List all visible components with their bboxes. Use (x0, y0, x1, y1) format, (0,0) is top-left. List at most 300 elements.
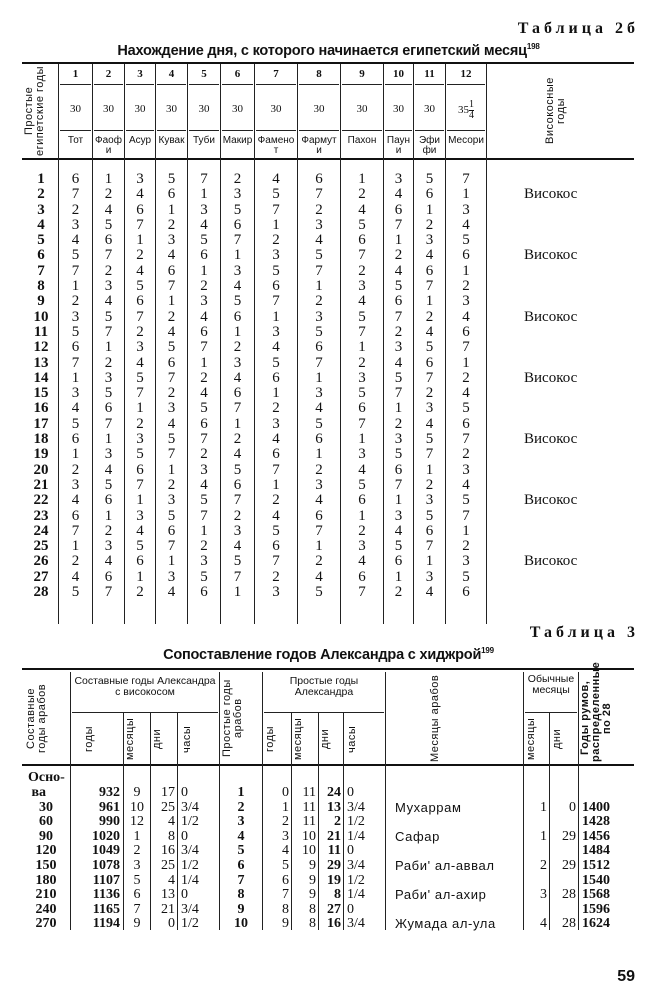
weekday-cell: 3 (104, 538, 113, 555)
weekday-cell: 1 (358, 431, 366, 448)
weekday-cell: 1 (425, 293, 434, 310)
simple-alex-months: 11 (302, 814, 316, 830)
year-number: 24 (33, 522, 49, 539)
month-number: 2 (105, 68, 112, 80)
leap-marker (524, 218, 624, 233)
alex-months: 2 (133, 843, 141, 859)
alex-days: 21 (161, 901, 175, 917)
ordinary-days-column (551, 786, 576, 932)
weekday-cell: 5 (315, 584, 323, 601)
weekday-cell: 2 (104, 354, 113, 371)
simple-alex-years: 4 (282, 843, 289, 859)
alex-months: 9 (133, 785, 141, 800)
alex-days-column (152, 786, 175, 932)
weekday-cell: 3 (425, 232, 434, 249)
weekday-cell: 7 (71, 186, 80, 203)
weekday-cell: 7 (425, 446, 434, 463)
weekday-cell: 5 (358, 216, 366, 233)
weekday-cell: 3 (104, 278, 113, 295)
table-2b-top-rule (22, 62, 634, 64)
weekday-cell: 7 (394, 308, 403, 325)
weekday-cell: 7 (425, 538, 434, 555)
leap-header: Високосные годы (544, 77, 567, 145)
leap-marker (524, 356, 624, 371)
weekday-cell: 4 (104, 553, 113, 570)
weekday-cell: 4 (462, 216, 470, 233)
leap-marker (524, 279, 624, 294)
weekday-cell: 6 (358, 400, 366, 417)
weekday-cell: 7 (272, 553, 280, 570)
compound-arab-years: 30 (39, 799, 53, 815)
weekday-cell: 2 (167, 385, 176, 402)
weekday-cell: 7 (71, 262, 80, 279)
weekday-cell: 7 (272, 461, 280, 478)
weekday-cell: 6 (425, 522, 434, 539)
weekday-cell: 4 (315, 492, 323, 509)
simple-alex-days: 27 (327, 901, 341, 917)
weekday-cell: 4 (200, 476, 208, 493)
weekday-cell: 6 (272, 369, 280, 386)
month-days: 30 (70, 103, 81, 115)
year-number: 1 (37, 171, 45, 187)
weekday-cell: 3 (233, 522, 242, 539)
weekday-cell: 3 (462, 553, 470, 570)
alex-years: 1078 (92, 857, 120, 873)
weekday-cell: 2 (315, 461, 323, 478)
rum-year (582, 786, 632, 801)
weekday-cell: 1 (272, 308, 280, 325)
alex-months: 9 (133, 916, 141, 932)
header-rule (415, 84, 444, 85)
ordinary-days: 29 (562, 857, 576, 873)
weekday-cell: 7 (394, 216, 403, 233)
weekday-cell: 3 (462, 293, 470, 310)
table-3-header-rule (22, 764, 634, 766)
weekday-cell: 7 (315, 522, 323, 539)
weekday-cell: 6 (358, 568, 366, 585)
weekday-cell: 6 (104, 232, 113, 249)
weekday-cell: 6 (272, 538, 280, 555)
year-number: 17 (33, 415, 49, 432)
month-name: Эфифи (418, 135, 440, 156)
column-divider (297, 64, 298, 624)
weekday-cell: 3 (71, 308, 80, 325)
weekday-cell: 2 (425, 308, 434, 325)
alex-hours: 1/2 (181, 916, 199, 932)
header-rule (126, 84, 154, 85)
weekday-cell: 2 (425, 385, 434, 402)
header-rule (415, 130, 444, 131)
year-number: 2 (37, 186, 45, 203)
weekday-cell: 6 (71, 431, 80, 448)
weekday-cell: 2 (462, 538, 470, 555)
rum-year: 1540 (582, 872, 610, 888)
weekday-cell: 4 (272, 507, 280, 524)
header-rule (385, 130, 412, 131)
simple-alex-hours: 3/4 (347, 916, 365, 932)
weekday-cell: 6 (315, 339, 323, 356)
weekday-column (385, 172, 412, 600)
ordinary-days (551, 815, 576, 830)
weekday-column (222, 172, 253, 600)
weekday-cell: 5 (462, 232, 470, 249)
simple-arab-years: 8 (237, 887, 245, 903)
weekday-cell: 5 (358, 476, 366, 493)
weekday-cell: 5 (425, 507, 434, 524)
weekday-cell: 5 (315, 415, 323, 432)
month-name: Фармути (301, 135, 337, 156)
header-rule (189, 130, 219, 131)
header-hours: часы (346, 725, 358, 753)
simple-alex-hours: 3/4 (347, 799, 365, 815)
header-rule (222, 84, 253, 85)
weekday-cell: 7 (167, 369, 176, 386)
weekday-cell: 4 (136, 186, 144, 203)
weekday-cell: 5 (167, 339, 176, 356)
weekday-cell: 3 (315, 385, 323, 402)
alex-days: 25 (161, 799, 175, 815)
weekday-cell: 2 (358, 354, 366, 371)
simple-alex-months: 10 (302, 828, 316, 844)
alex-hours: 0 (181, 785, 188, 800)
weekday-cell: 5 (394, 278, 403, 295)
leap-marker: Високос (524, 492, 578, 509)
simple-alex-months: 9 (309, 857, 316, 873)
month-number: 7 (273, 68, 279, 80)
alex-days: 8 (168, 828, 175, 844)
column-divider (340, 64, 341, 624)
weekday-cell: 7 (167, 538, 176, 555)
header-rule (342, 130, 382, 131)
simple-arab-years: 7 (237, 872, 245, 888)
alex-years: 1107 (92, 872, 120, 888)
ordinary-days: 0 (569, 799, 576, 815)
simple-alex-months: 9 (309, 872, 316, 888)
month-name: Асур (128, 135, 152, 146)
simple-alex-days-column (320, 786, 341, 932)
ordinary-months: 3 (540, 887, 547, 903)
weekday-cell: 6 (394, 201, 403, 218)
alex-hours: 3/4 (181, 901, 199, 917)
simple-alex-months: 10 (302, 843, 316, 859)
weekday-cell: 3 (136, 339, 144, 356)
rum-year-column (582, 786, 632, 932)
ordinary-months: 1 (540, 828, 547, 844)
weekday-cell: 4 (315, 568, 323, 585)
weekday-cell: 4 (394, 522, 403, 539)
weekday-cell: 1 (462, 354, 470, 371)
column-divider (254, 64, 255, 624)
header-months: месяцы (292, 717, 304, 761)
weekday-cell: 4 (136, 262, 144, 279)
weekday-cell: 1 (71, 538, 80, 555)
arab-month-name (395, 815, 523, 830)
alex-years: 1049 (92, 843, 120, 859)
ordinary-days (551, 844, 576, 859)
month-number: 12 (460, 68, 472, 80)
weekday-cell: 4 (200, 385, 208, 402)
simple-arab-years: 3 (237, 814, 245, 830)
weekday-cell: 7 (200, 431, 208, 448)
alex-months: 12 (130, 814, 144, 830)
simple-alex-days: 21 (327, 828, 341, 844)
header-rule (299, 84, 339, 85)
weekday-cell: 2 (200, 278, 208, 295)
weekday-cell: 2 (272, 568, 280, 585)
weekday-cell: 6 (315, 507, 323, 524)
table-2b-header-rule (22, 158, 634, 160)
weekday-cell: 6 (71, 171, 80, 187)
weekday-column (342, 172, 382, 600)
header-days: дни (551, 728, 563, 750)
ordinary-days: 28 (562, 887, 576, 903)
alex-years: 1194 (92, 916, 120, 932)
compound-arab-years: 240 (35, 901, 57, 917)
alex-years: 1165 (92, 901, 120, 917)
row-header: Простые египетские годы (23, 66, 46, 156)
weekday-cell: 6 (167, 186, 176, 203)
arab-month-name-column (395, 786, 523, 932)
header-rule (157, 84, 186, 85)
page-number: 59 (617, 968, 635, 985)
header-rule (256, 130, 296, 131)
alex-days: 17 (161, 785, 175, 800)
alex-hours-column (181, 786, 217, 932)
weekday-cell: 2 (272, 400, 280, 417)
alex-days: 4 (168, 872, 175, 888)
divider (219, 672, 220, 930)
header-rule (222, 130, 253, 131)
weekday-cell: 3 (200, 201, 208, 218)
weekday-cell: 1 (394, 232, 403, 249)
footnote-ref: 199 (481, 646, 494, 655)
weekday-cell: 1 (425, 461, 434, 478)
weekday-cell: 4 (167, 247, 176, 264)
rum-year: 1484 (582, 843, 610, 859)
weekday-cell: 4 (233, 278, 242, 295)
leap-marker: Високос (524, 186, 578, 203)
weekday-cell: 4 (394, 186, 403, 203)
weekday-cell: 5 (136, 446, 144, 463)
month-number: 9 (359, 68, 365, 80)
weekday-cell: 2 (462, 278, 470, 295)
simple-alex-years: 7 (282, 887, 289, 903)
footnote-ref: 198 (526, 42, 540, 51)
weekday-cell: 7 (104, 415, 113, 432)
simple-alex-years: 0 (282, 785, 289, 800)
weekday-cell: 6 (104, 492, 113, 509)
leap-marker (524, 539, 624, 554)
days-fraction: $\frac{1}{4}$ (469, 99, 474, 121)
weekday-cell: 3 (315, 308, 323, 325)
month-days: 30 (313, 103, 325, 115)
rum-year: 1512 (582, 857, 610, 873)
weekday-cell: 2 (272, 232, 280, 249)
weekday-cell: 2 (358, 186, 366, 203)
ordinary-days: 29 (562, 828, 576, 844)
weekday-cell: 5 (233, 553, 242, 570)
weekday-cell: 4 (104, 293, 113, 310)
days-whole: 35 (458, 104, 469, 117)
year-number: 11 (33, 323, 49, 340)
month-number: 8 (316, 68, 322, 80)
weekday-cell: 4 (358, 553, 366, 570)
table-3-label: Таблица 3 (529, 624, 639, 641)
month-days: 30 (424, 103, 435, 115)
simple-arab-years: 1 (237, 785, 245, 800)
weekday-cell: 2 (104, 522, 113, 539)
weekday-cell: 6 (200, 415, 208, 432)
ordinary-months-column (525, 786, 547, 932)
weekday-cell: 3 (200, 293, 208, 310)
weekday-cell: 4 (71, 232, 80, 249)
weekday-cell: 3 (272, 415, 280, 432)
weekday-cell: 2 (358, 522, 366, 539)
weekday-cell: 1 (358, 507, 366, 524)
leap-marker (524, 509, 624, 524)
weekday-cell: 4 (358, 293, 366, 310)
simple-arab-years: 10 (234, 916, 248, 932)
weekday-cell: 3 (71, 385, 80, 402)
header-rule (256, 84, 296, 85)
weekday-cell: 5 (200, 232, 208, 249)
weekday-cell: 4 (315, 400, 323, 417)
weekday-cell: 1 (358, 339, 366, 356)
weekday-cell: 3 (200, 553, 208, 570)
leap-marker (524, 233, 624, 248)
alex-months-column (125, 786, 149, 932)
weekday-cell: 1 (394, 568, 403, 585)
divider (177, 712, 178, 930)
weekday-cell: 4 (272, 171, 280, 187)
weekday-cell: 6 (200, 584, 208, 601)
header-rule (94, 84, 123, 85)
weekday-cell: 3 (233, 354, 242, 371)
weekday-cell: 7 (315, 186, 323, 203)
table-3-top-rule (22, 668, 634, 670)
weekday-cell: 1 (315, 369, 323, 386)
month-name: Кувак (158, 135, 185, 146)
weekday-cell: 7 (462, 171, 470, 187)
weekday-cell: 3 (233, 186, 242, 203)
weekday-cell: 5 (167, 431, 176, 448)
alex-days: 0 (168, 916, 175, 932)
weekday-cell: 5 (233, 293, 242, 310)
weekday-cell: 6 (136, 553, 144, 570)
weekday-cell: 6 (233, 308, 242, 325)
weekday-cell: 6 (167, 354, 176, 371)
weekday-cell: 2 (167, 216, 176, 233)
weekday-cell: 2 (167, 308, 176, 325)
simple-alex-years: 2 (282, 814, 289, 830)
weekday-cell: 7 (272, 293, 280, 310)
header-simple-arab: Простые годы арабов (221, 679, 244, 757)
weekday-cell: 5 (136, 538, 144, 555)
simple-alex-months: 8 (309, 901, 316, 917)
alex-hours: 1/2 (181, 857, 199, 873)
weekday-cell: 3 (104, 446, 113, 463)
weekday-cell: 7 (358, 415, 366, 432)
alex-hours: 3/4 (181, 799, 199, 815)
month-days: 30 (356, 103, 368, 115)
month-number: 4 (168, 68, 175, 80)
divider (523, 672, 524, 930)
weekday-cell: 7 (71, 354, 80, 371)
weekday-cell: 6 (200, 247, 208, 264)
year-number: 26 (33, 553, 49, 570)
weekday-cell: 1 (167, 201, 176, 218)
year-number: 20 (33, 461, 49, 478)
simple-alex-days: 24 (327, 785, 341, 800)
weekday-cell: 4 (462, 476, 470, 493)
weekday-cell: 6 (272, 446, 280, 463)
simple-arab-years-column (222, 786, 260, 932)
year-number: 3 (37, 201, 45, 218)
simple-alex-hours: 0 (347, 843, 354, 859)
leap-marker (524, 478, 624, 493)
simple-alex-years: 3 (282, 828, 289, 844)
simple-alex-hours: 1/2 (347, 872, 365, 888)
weekday-cell: 4 (167, 323, 176, 340)
header-hours: часы (181, 725, 193, 753)
weekday-cell: 6 (104, 568, 113, 585)
weekday-cell: 2 (233, 339, 242, 356)
weekday-cell: 5 (272, 186, 280, 203)
leap-marker (524, 524, 624, 539)
weekday-cell: 7 (233, 232, 242, 249)
ordinary-months (525, 786, 547, 801)
weekday-cell: 3 (136, 171, 144, 187)
header-years: годы (83, 726, 95, 752)
weekday-cell: 3 (136, 431, 144, 448)
simple-arab-years: 9 (237, 901, 245, 917)
weekday-cell: 5 (104, 385, 113, 402)
weekday-cell: 5 (394, 369, 403, 386)
simple-alex-hours: 1/4 (347, 887, 365, 903)
weekday-cell: 1 (425, 201, 434, 218)
simple-alex-hours: 1/4 (347, 828, 365, 844)
weekday-cell: 5 (394, 538, 403, 555)
divider (343, 712, 344, 930)
weekday-cell: 1 (462, 522, 470, 539)
header-rum-years: Годы румов, распределенные по 28 (579, 661, 613, 762)
leap-marker (524, 417, 624, 432)
column-divider (124, 64, 125, 624)
weekday-cell: 7 (425, 369, 434, 386)
arab-month-name: Раби' ал-аввал (395, 857, 495, 873)
column-divider (383, 64, 384, 624)
weekday-cell: 2 (71, 461, 80, 478)
weekday-column (256, 172, 296, 600)
year-number: 25 (33, 538, 49, 555)
weekday-cell: 3 (425, 568, 434, 585)
weekday-cell: 4 (425, 415, 434, 432)
simple-alex-years: 1 (282, 799, 289, 815)
weekday-cell: 2 (71, 293, 80, 310)
year-number: 27 (33, 568, 49, 585)
weekday-cell: 6 (167, 522, 176, 539)
compound-arab-years: 150 (35, 857, 57, 873)
weekday-cell: 5 (315, 323, 323, 340)
compound-arab-years: 210 (35, 887, 57, 903)
simple-arab-years: 6 (237, 857, 245, 873)
leap-marker: Високос (524, 308, 578, 325)
header-ordinary-months: Обычные месяцы (527, 673, 575, 696)
weekday-cell: 7 (233, 400, 242, 417)
month-name: Туби (193, 135, 215, 146)
weekday-cell: 1 (315, 538, 323, 555)
weekday-cell: 2 (394, 247, 403, 264)
